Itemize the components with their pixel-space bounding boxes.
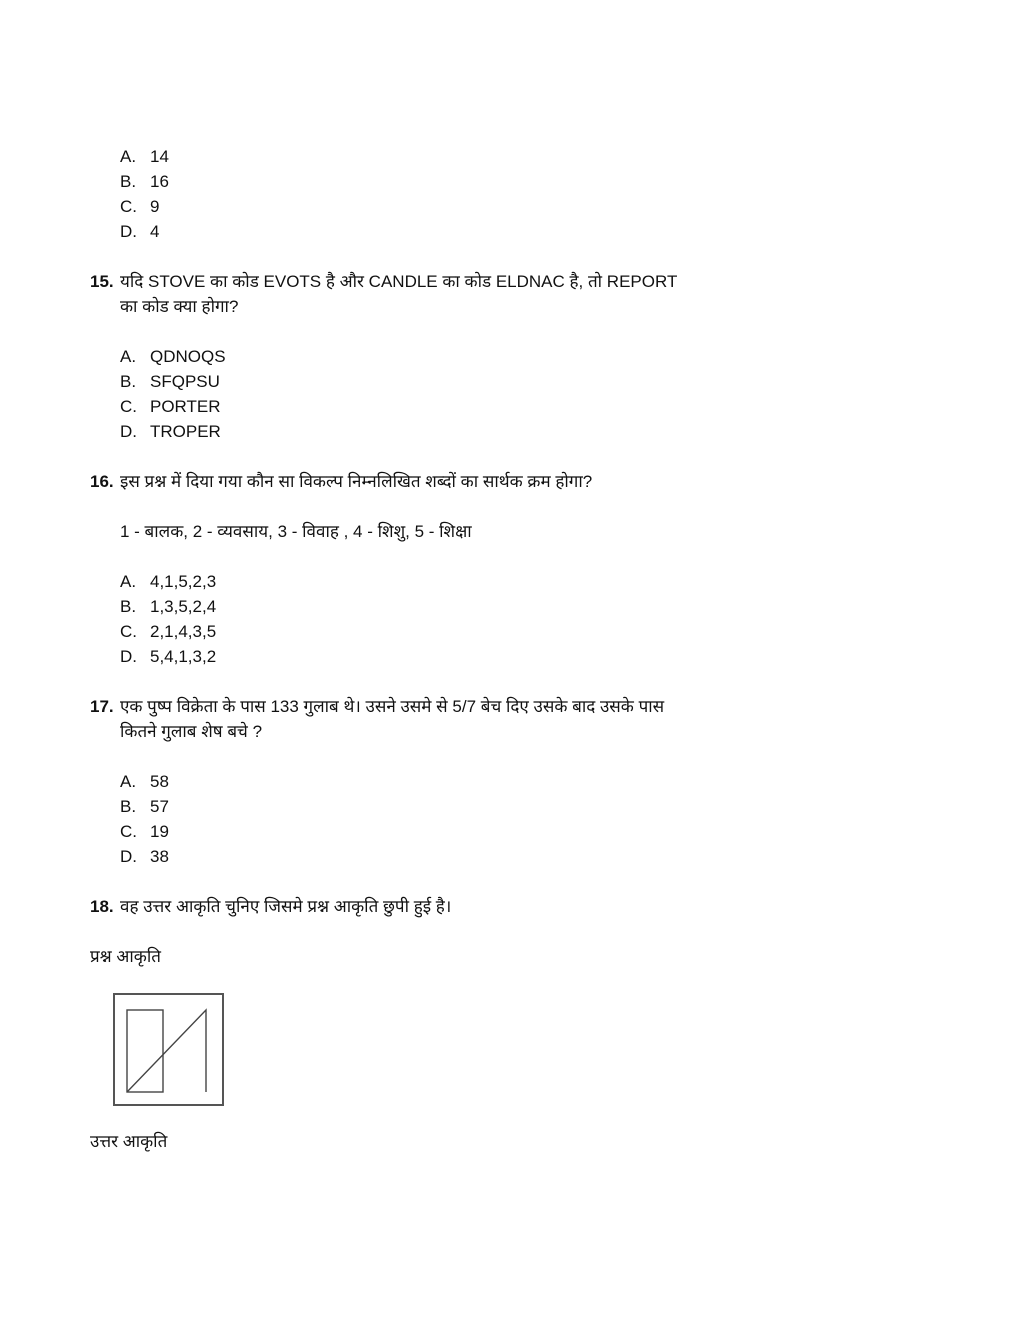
q17-number: 17. (90, 697, 114, 716)
q14-options (120, 144, 169, 244)
q17-text-line1: एक पुष्प विक्रेता के पास 133 गुलाब थे। उसने उसमे से 5/7 बेच दिए उसके बाद उसके पास (120, 697, 665, 716)
q16-option-b[interactable]: B. 1,3,5,2,4 (120, 597, 217, 616)
q15-number: 15. (90, 272, 114, 291)
q17-question (90, 694, 810, 744)
q16-question (90, 469, 810, 494)
q14-option-a[interactable]: A. 14 (120, 147, 169, 166)
answer-figure-label: उत्तर आकृति (90, 1132, 168, 1151)
q16-number: 16. (90, 472, 114, 491)
question-figure-label: प्रश्न आकृति (90, 947, 161, 966)
q15-options (120, 344, 226, 444)
q16-option-a[interactable]: A. 4,1,5,2,3 (120, 572, 217, 591)
q17-options (120, 769, 169, 869)
question-figure (112, 992, 226, 1108)
q15-question (90, 269, 810, 319)
q14-option-b[interactable]: B. 16 (120, 172, 169, 191)
q15-option-a[interactable]: A. QDNOQS (120, 347, 226, 366)
q15-option-d[interactable]: D. TROPER (120, 422, 221, 441)
q16-word-list: 1 - बालक, 2 - व्यवसाय, 3 - विवाह , 4 - शिशु, 5 - शिक्षा (120, 522, 472, 541)
q15-text-line2: का कोड क्या होगा? (120, 297, 239, 316)
q16-options (120, 569, 216, 669)
q16-option-d[interactable]: D. 5,4,1,3,2 (120, 647, 217, 666)
q17-text-line2: कितने गुलाब शेष बचे ? (120, 722, 263, 741)
q17-option-d[interactable]: D. 38 (120, 847, 169, 866)
q17-option-a[interactable]: A. 58 (120, 772, 169, 791)
q18-text-line1: वह उत्तर आकृति चुनिए जिसमे प्रश्न आकृति छुपी हुई है। (120, 897, 452, 916)
q14-option-d[interactable]: D. 4 (120, 222, 160, 241)
q16-text-line1: इस प्रश्न में दिया गया कौन सा विकल्प निम्नलिखित शब्दों का सार्थक क्रम होगा? (120, 472, 593, 491)
figure-diagonal-shape (127, 1010, 206, 1092)
q15-option-c[interactable]: C. PORTER (120, 397, 221, 416)
q15-text-line1: यदि STOVE का कोड EVOTS है और CANDLE का कोड ELDNAC है, तो REPORT (120, 272, 678, 291)
q18-question (90, 894, 810, 919)
q17-option-c[interactable]: C. 19 (120, 822, 169, 841)
figure-inner-rectangle (127, 1010, 163, 1092)
q15-option-b[interactable]: B. SFQPSU (120, 372, 220, 391)
q17-option-b[interactable]: B. 57 (120, 797, 169, 816)
q14-option-c[interactable]: C. 9 (120, 197, 160, 216)
q18-number: 18. (90, 897, 114, 916)
q16-option-c[interactable]: C. 2,1,4,3,5 (120, 622, 217, 641)
